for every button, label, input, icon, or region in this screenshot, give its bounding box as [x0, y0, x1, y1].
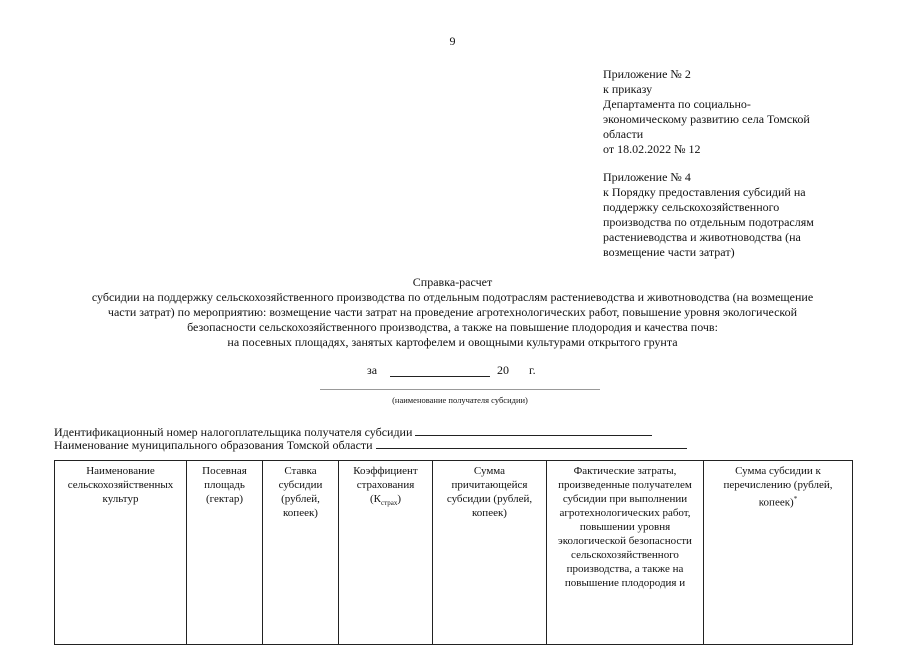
appendix-2-line: области [603, 127, 644, 141]
inn-field[interactable] [415, 424, 652, 436]
col-insurance-coef [339, 461, 433, 645]
appendix-2-line: к приказу [603, 82, 653, 96]
appendix-2-line: Департамента по социально- [603, 97, 751, 111]
coef-subscript: страх [380, 499, 398, 508]
title-line: безопасности сельскохозяйственного производства, а также на повышение плодородия и качества почв: [187, 320, 718, 334]
page-number: 9 [449, 34, 456, 48]
inn-label: Идентификационный номер налогоплательщика получателя субсидии [54, 425, 413, 439]
appendix-2-line: Приложение № 2 [603, 67, 691, 81]
document-heading: Справка-расчет [412, 275, 493, 289]
municipality-field[interactable] [376, 437, 687, 449]
appendix-2-line: от 18.02.2022 № 12 [603, 142, 701, 156]
footnote-mark: * [793, 495, 798, 503]
title-line: субсидии на поддержку сельскохозяйственного производства по отдельным подотраслям растениеводства и животноводства (на возмещение [91, 290, 814, 304]
appendix-4-line: поддержку сельскохозяйственного [603, 200, 780, 214]
document-title [40, 290, 865, 350]
coef-close: ) [397, 493, 402, 505]
table-header-row [55, 461, 853, 645]
appendix-4-line: Приложение № 4 [603, 170, 691, 184]
title-line: на посевных площадях, занятых картофелем и овощными культурами открытого грунта [227, 335, 678, 349]
appendix-4-line: к Порядку предоставления субсидий на [603, 185, 806, 199]
appendix-4-line: растениеводства и животноводства (на [603, 230, 801, 244]
appendix-4-line: производства по отдельным подотраслям [603, 215, 814, 229]
recipient-caption: (наименование получателя субсидии) [392, 395, 528, 405]
col-actual-costs: Фактические затраты, произведенные получателем субсидии при выполнении агротехнологических работ, повышении уровня экологической безопасности сельскохозяйственного производства, а также на повышение плодородия и [547, 461, 704, 645]
period-blank [390, 363, 490, 377]
municipality-row [54, 437, 687, 453]
col-sown-area: Посевная площадь (гектар) [187, 461, 263, 645]
col-subsidy-rate: Ставка субсидии (рублей, копеек) [263, 461, 339, 645]
col-crop-name: Наименование сельскохозяйственных культур [55, 461, 187, 645]
period-prefix: за [367, 363, 378, 377]
title-line: части затрат) по мероприятию: возмещение части затрат на проведение агротехнологических работ, повышение уровня экологической [107, 305, 798, 319]
period-year: 20 [497, 363, 509, 377]
recipient-line [320, 389, 600, 390]
appendix-2-line: экономическому развитию села Томской [603, 112, 810, 126]
period-suffix: г. [529, 363, 536, 377]
col-subsidy-due: Сумма причитающейся субсидии (рублей, копеек) [433, 461, 547, 645]
appendix-2-block [603, 67, 843, 157]
col-subsidy-transfer [704, 461, 853, 645]
appendix-4-block [603, 170, 843, 260]
coef-label: Коэффициент страхования (К [353, 465, 418, 505]
appendix-4-line: возмещение части затрат) [603, 245, 735, 259]
calculation-table [54, 460, 853, 645]
municipality-label: Наименование муниципального образования Томской области [54, 438, 373, 452]
transfer-label: Сумма субсидии к перечислению (рублей, копеек) [723, 465, 833, 509]
